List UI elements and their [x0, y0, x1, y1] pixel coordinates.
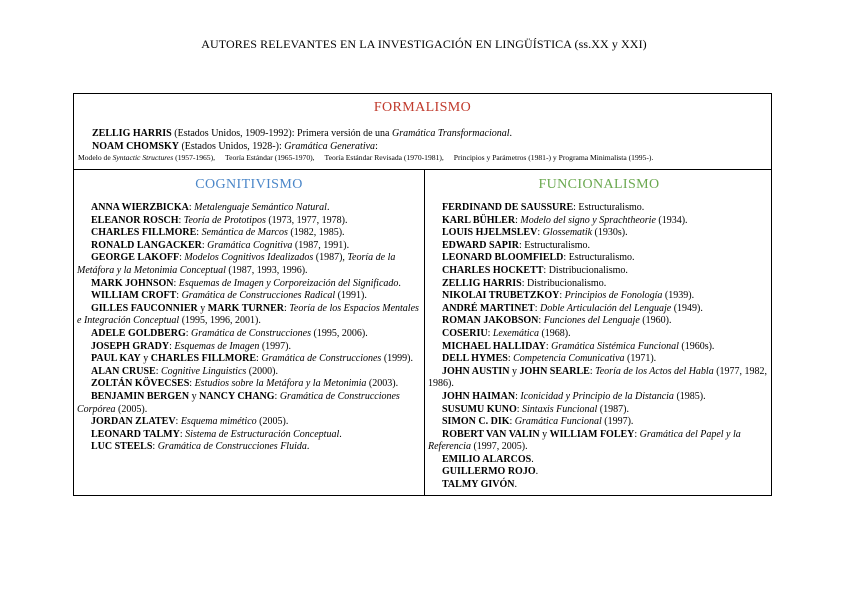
work-title: Iconicidad y Principio de la Distancia: [520, 390, 674, 402]
author-name: GILLES FAUCONNIER: [91, 302, 198, 314]
entry-details: (1973, 1977, 1978).: [265, 214, 348, 226]
work-title: Gramática del Papel y la Referencia: [428, 428, 741, 453]
work-title: Gramática de Construcciones Radical: [181, 290, 336, 302]
conjunction: y: [197, 302, 208, 314]
author-name: NIKOLAI TRUBETZKOY: [442, 290, 560, 302]
author-entry: [77, 378, 421, 391]
entry-details: (2003).: [366, 378, 399, 390]
separator: :: [284, 302, 290, 314]
separator: :: [178, 214, 184, 226]
separator: :: [573, 202, 579, 213]
author-name: LUC STEELS: [91, 441, 153, 453]
author-entry: [428, 416, 770, 429]
author-entry: [428, 479, 770, 492]
author-name: RONALD LANGACKER: [91, 239, 202, 251]
author-name: CHARLES FILLMORE: [150, 353, 257, 365]
separator: :: [559, 290, 565, 302]
entry-details: (1987, 1991).: [292, 239, 350, 251]
entry-details: .: [398, 277, 401, 289]
separator: :: [173, 277, 179, 289]
entry-details: (1968).: [538, 327, 571, 339]
entry-details: Distribucionalismo.: [527, 277, 607, 289]
author-name: NANCY CHANG: [199, 390, 275, 402]
entry-details: .: [326, 202, 330, 213]
author-name: COSERIU: [442, 327, 488, 339]
entry-details: .: [514, 479, 517, 491]
author-entry: [428, 404, 770, 417]
author-name: ROMAN JAKOBSON: [442, 315, 539, 327]
formalismo-heading: FORMALISMO: [373, 100, 472, 115]
author-entry: [77, 227, 421, 240]
entry-details: (1995, 1996, 2001).: [179, 315, 261, 327]
separator: :: [543, 264, 549, 276]
entry-details: (1987).: [597, 403, 629, 415]
author-entry: [428, 278, 770, 291]
author-name: JOSEPH GRADY: [91, 340, 170, 352]
work-title: Principios de Fonología: [564, 290, 663, 302]
entry-details: .: [306, 441, 310, 453]
work-title: Esquemas de Imagen: [174, 340, 260, 352]
work-title: Gramática de Construcciones Corpórea: [77, 390, 400, 415]
author-entry: [428, 341, 770, 354]
harris-entry: ZELLIG HARRIS (Estados Unidos, 1909-1992): Primera versión de una Gramática Transformacional.: [92, 128, 513, 139]
author-name: PAUL KAY: [91, 353, 141, 365]
author-entry: [428, 391, 770, 404]
author-entry: [428, 328, 770, 341]
entry-details: (1971).: [624, 353, 657, 365]
entry-details: (1930s).: [592, 227, 628, 239]
separator: :: [521, 277, 528, 289]
author-entry: [77, 202, 421, 215]
author-entry: [77, 366, 421, 379]
entry-details: (1949).: [671, 302, 703, 314]
separator: :: [538, 315, 544, 327]
author-name: GEORGE LAKOFF: [91, 252, 180, 264]
conjunction: y: [140, 353, 151, 365]
author-name: LEONARD TALMY: [91, 428, 180, 440]
author-entry: [428, 303, 770, 316]
author-entry: [428, 366, 770, 391]
author-entry: [428, 215, 770, 228]
author-entry: [428, 290, 770, 303]
author-name: NOAM CHOMSKY: [92, 141, 179, 152]
conjunction: y: [509, 365, 520, 377]
author-entry: [77, 353, 421, 366]
work-title: Semántica de Marcos: [201, 227, 288, 239]
entry-details: (1939).: [662, 290, 695, 302]
separator: :: [189, 378, 195, 390]
separator: :: [589, 365, 596, 377]
separator: :: [201, 239, 208, 251]
separator: :: [537, 227, 543, 239]
author-entry: [77, 328, 421, 341]
separator: :: [185, 327, 192, 339]
chomsky-models: Modelo de Syntactic Structures (1957-1965), Teoría Estándar (1965-1970), Teoría Estándar Revisada (1970-1981), Principios y Parámetros (1981-) y Programa Minimalista (1995-).: [78, 153, 654, 162]
author-entry: [77, 215, 421, 228]
separator: :: [634, 428, 640, 440]
author-name: SUSUMU KUNO: [442, 403, 517, 415]
entry-details: Estructuralismo.: [568, 252, 635, 264]
entry-details: (1991).: [335, 290, 367, 302]
work-title: Gramática de Construcciones: [261, 353, 382, 365]
separator: :: [487, 327, 493, 339]
work-title: Teoría de Prototipos: [183, 214, 266, 226]
work-title: Competencia Comunicativa: [513, 353, 625, 365]
entry-details: (1960s).: [678, 340, 715, 352]
author-name: KARL BÜHLER: [442, 214, 516, 226]
separator: :: [169, 340, 175, 352]
work-title: Funciones del Lenguaje: [543, 315, 640, 327]
funcionalismo-heading: FUNCIONALISMO: [538, 177, 660, 192]
work-title: Sistema de Estructuración Conceptual: [185, 428, 340, 440]
work-title: Esquemas de Imagen y Corporeización del Significado: [178, 277, 399, 289]
author-entry: [77, 303, 421, 328]
entry-details: (1934).: [655, 214, 688, 226]
entry-details: (1997).: [601, 416, 634, 428]
author-entry: [77, 290, 421, 303]
author-entry: [428, 227, 770, 240]
author-entry: [77, 252, 421, 277]
author-name: ANNA WIERZBICKA: [91, 202, 189, 213]
entry-details: (1985).: [673, 390, 706, 402]
authors-table: [73, 93, 772, 496]
author-entry: [77, 429, 421, 442]
author-name: JOHN AUSTIN: [442, 365, 510, 377]
separator: :: [256, 353, 262, 365]
work-title: Modelo del signo y Sprachtheorie: [520, 214, 656, 226]
separator: :: [515, 390, 521, 402]
separator: :: [545, 340, 552, 352]
author-entry: [77, 391, 421, 416]
entry-details: (1999).: [381, 353, 413, 365]
author-entry: [428, 315, 770, 328]
work-title: Glossematik: [542, 227, 593, 239]
author-name: TALMY GIVÓN: [442, 479, 515, 491]
work-title: Teoría de los Espacios Mentales e Integración Conceptual: [77, 302, 419, 327]
document-title: AUTORES RELEVANTES EN LA INVESTIGACIÓN EN LINGÜÍSTICA (ss.XX y XXI): [201, 37, 647, 51]
separator: :: [274, 390, 280, 402]
author-name: JORDAN ZLATEV: [91, 416, 176, 428]
author-entry: [77, 240, 421, 253]
separator: :: [518, 239, 525, 251]
author-entry: [77, 416, 421, 429]
entry-details: .: [339, 428, 342, 440]
work-title: Teoría de la Metáfora y la Metonimia Conceptual: [77, 252, 396, 276]
author-name: MICHAEL HALLIDAY: [442, 340, 546, 352]
separator: :: [176, 290, 182, 302]
entry-details: Estructuralismo.: [578, 202, 645, 213]
author-entry: [428, 252, 770, 265]
work-title: Gramática Cognitiva: [207, 239, 293, 251]
work-title: Sintaxis Funcional: [522, 403, 598, 415]
chomsky-entry: NOAM CHOMSKY (Estados Unidos, 1928-): Gramática Generativa:: [92, 141, 378, 152]
conjunction: y: [189, 390, 200, 402]
author-entry: [77, 278, 421, 291]
entry-details: Estructuralismo.: [524, 239, 591, 251]
author-name: ROBERT VAN VALIN: [442, 428, 540, 440]
entry-details: .: [535, 466, 539, 478]
work-title: Gramática Funcional: [514, 416, 602, 428]
author-name: MARK JOHNSON: [91, 277, 174, 289]
author-name: JOHN HAIMAN: [442, 390, 516, 402]
cognitivismo-list: [77, 202, 421, 454]
author-entry: [428, 429, 770, 454]
separator: :: [175, 416, 181, 428]
author-entry: [77, 341, 421, 354]
separator: :: [188, 202, 195, 213]
separator: :: [155, 365, 162, 377]
work-title: Lexemática: [492, 327, 539, 339]
separator: :: [516, 403, 523, 415]
author-name: DELL HYMES: [442, 353, 508, 365]
author-name: ALAN CRUSE: [91, 365, 156, 377]
author-entry: [428, 240, 770, 253]
author-name: LOUIS HJELMSLEV: [442, 227, 538, 239]
separator: :: [563, 252, 569, 264]
author-entry: [428, 454, 770, 467]
work-title: Gramática Generativa: [284, 141, 376, 152]
author-name: ZELLIG HARRIS: [442, 277, 522, 289]
conjunction: y: [539, 428, 550, 440]
separator: :: [509, 416, 515, 428]
entry-details: (1987),: [313, 252, 348, 264]
author-name: WILLIAM FOLEY: [549, 428, 635, 440]
entry-details: (2005).: [256, 416, 289, 428]
author-name: EMILIO ALARCOS: [442, 453, 532, 465]
separator: :: [179, 252, 185, 264]
separator: :: [196, 227, 202, 239]
work-title: Gramática Sistémica Funcional: [551, 340, 679, 352]
section-divider: [74, 169, 771, 170]
author-name: ANDRÉ MARTINET: [442, 302, 535, 314]
work-title: Cognitive Linguistics: [161, 365, 247, 377]
work-title: Doble Articulación del Lenguaje: [540, 302, 672, 314]
author-entry: [428, 265, 770, 278]
author-name: JOHN SEARLE: [519, 365, 590, 377]
entry-details: (2005).: [115, 403, 148, 415]
entry-details: Distribucionalismo.: [548, 264, 628, 276]
funcionalismo-list: [428, 202, 770, 492]
entry-details: (2000).: [246, 365, 278, 377]
work-title: Gramática Transformacional: [392, 128, 510, 139]
author-name: LEONARD BLOOMFIELD: [442, 252, 564, 264]
author-entry: [428, 353, 770, 366]
separator: :: [179, 428, 186, 440]
author-name: ZELLIG HARRIS: [92, 128, 172, 139]
entry-details: (1977, 1982, 1986).: [428, 365, 768, 390]
separator: :: [515, 214, 521, 226]
author-name: MARK TURNER: [207, 302, 284, 314]
formalismo-section: [78, 127, 767, 163]
entry-details: (1960).: [639, 315, 672, 327]
entry-details: (1982, 1985).: [287, 227, 345, 239]
author-name: CHARLES HOCKETT: [442, 264, 544, 276]
author-entry: [428, 202, 770, 215]
cognitivismo-heading: COGNITIVISMO: [195, 177, 303, 192]
author-name: EDWARD SAPIR: [442, 239, 519, 251]
author-name: ADELE GOLDBERG: [91, 327, 186, 339]
entry-details: .: [531, 453, 534, 465]
entry-details: (1987, 1993, 1996).: [225, 264, 308, 276]
entry-details: (1997, 2005).: [470, 441, 528, 453]
author-entry: [77, 441, 421, 454]
work-title: Modelos Cognitivos Idealizados: [184, 252, 314, 264]
author-name: ELEANOR ROSCH: [91, 214, 179, 226]
separator: :: [507, 353, 514, 365]
entry-details: (1995, 2006).: [311, 327, 368, 339]
author-name: FERDINAND DE SAUSSURE: [442, 202, 574, 213]
work-title: Teoría de los Actos del Habla: [595, 365, 714, 377]
author-entry: [428, 466, 770, 479]
entry-details: (1997).: [259, 340, 291, 352]
author-name: SIMON C. DIK: [442, 416, 510, 428]
work-title: Metalenguaje Semántico Natural: [194, 202, 327, 213]
author-name: CHARLES FILLMORE: [91, 227, 197, 239]
work-title: Estudios sobre la Metáfora y la Metonimia: [194, 378, 367, 390]
column-divider: [424, 169, 425, 495]
work-title: Gramática de Construcciones: [191, 327, 312, 339]
separator: :: [534, 302, 540, 314]
author-name: ZOLTÁN KÖVECSES: [91, 378, 190, 390]
work-title: Gramática de Construcciones Fluida: [157, 441, 307, 453]
separator: :: [152, 441, 158, 453]
work-title: Esquema mimético: [180, 416, 257, 428]
author-name: WILLIAM CROFT: [91, 290, 177, 302]
author-name: BENJAMIN BERGEN: [91, 390, 190, 402]
author-name: GUILLERMO ROJO: [442, 466, 536, 478]
